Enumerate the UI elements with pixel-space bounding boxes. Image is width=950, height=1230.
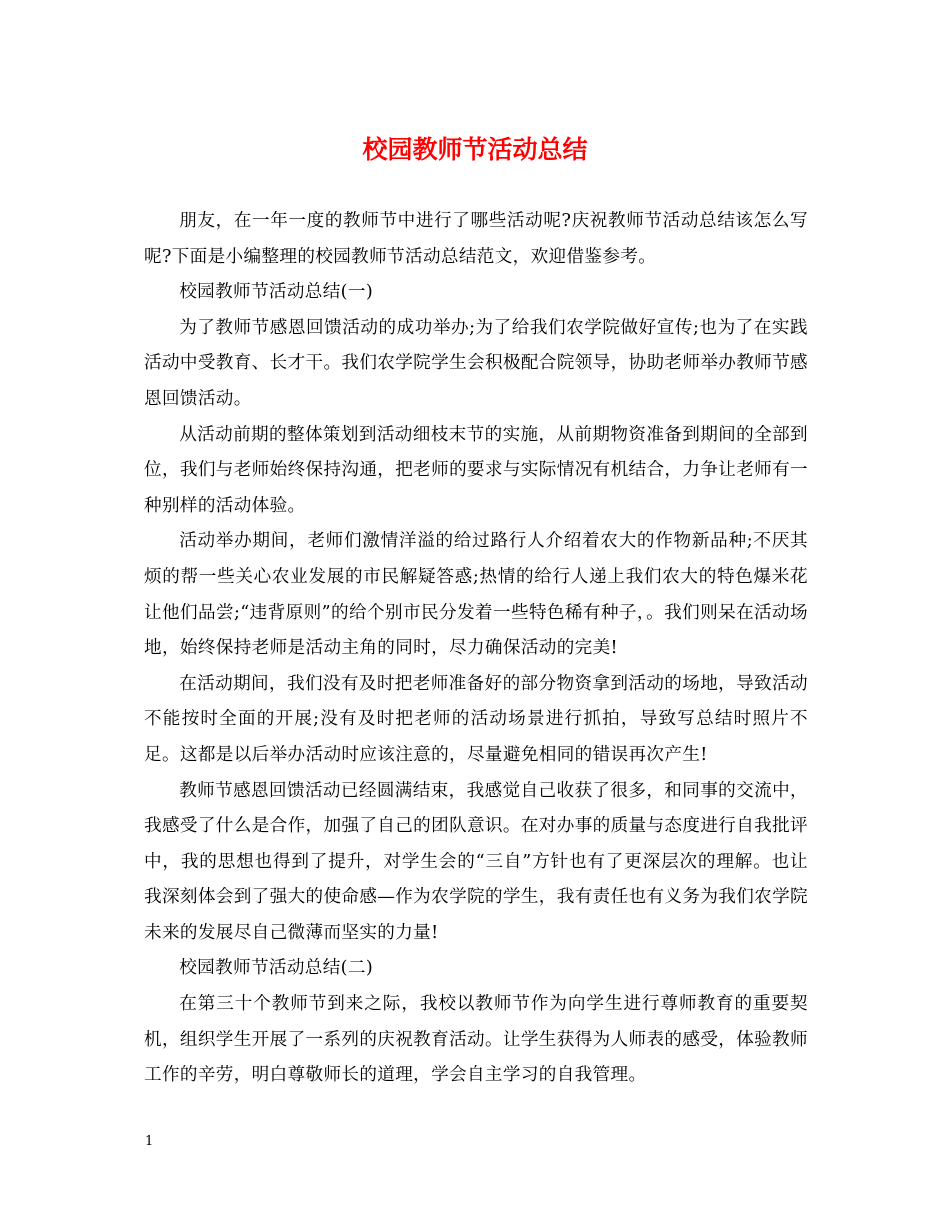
intro-paragraph: 朋友，在一年一度的教师节中进行了哪些活动呢?庆祝教师节活动总结该怎么写呢?下面是小编整理的校园教师节活动总结范文，欢迎借鉴参考。 [144,211,808,267]
section-heading-2: 校园教师节活动总结(二) [179,958,374,979]
document-body [144,204,808,1094]
body-paragraph: 教师节感恩回馈活动已经圆满结束，我感觉自己收获了很多，和同事的交流中，我感受了什么是合作，加强了自己的团队意识。在对办事的质量与态度进行自我批评中，我的思想也得到了提升，对学生会的“三自”方针也有了更深层次的理解。也让我深刻体会到了强大的使命感—作为农学院的学生，我有责任也有义务为我们农学院未来的发展尽自己微薄而坚实的力量! [144,780,808,943]
body-paragraph: 在第三十个教师节到来之际，我校以教师节作为向学生进行尊师教育的重要契机，组织学生开展了一系列的庆祝教育活动。让学生获得为人师表的感受，体验教师工作的辛劳，明白尊敬师长的道理，学会自主学习的自我管理。 [144,994,808,1086]
section-heading-1: 校园教师节活动总结(一) [179,282,374,303]
page-number: 1 [145,1134,154,1149]
body-paragraph: 活动举办期间，老师们激情洋溢的给过路行人介绍着农大的作物新品种;不厌其烦的帮一些关心农业发展的市民解疑答惑;热情的给行人递上我们农大的特色爆米花让他们品尝;“违背原则”的给个别市民分发着一些特色稀有种子，。我们则呆在活动场地，始终保持老师是活动主角的同时，尽力确保活动的完美! [144,531,808,659]
page-title: 校园教师节活动总结 [362,135,588,164]
body-paragraph: 为了教师节感恩回馈活动的成功举办;为了给我们农学院做好宣传;也为了在实践活动中受教育、长才干。我们农学院学生会积极配合院领导，协助老师举办教师节感恩回馈活动。 [144,317,808,409]
body-paragraph: 在活动期间，我们没有及时把老师准备好的部分物资拿到活动的场地，导致活动不能按时全面的开展;没有及时把老师的活动场景进行抓拍，导致写总结时照片不足。这都是以后举办活动时应该注意的，尽量避免相同的错误再次产生! [144,673,808,765]
body-paragraph: 从活动前期的整体策划到活动细枝末节的实施，从前期物资准备到期间的全部到位，我们与老师始终保持沟通，把老师的要求与实际情况有机结合，力争让老师有一种别样的活动体验。 [144,424,808,516]
